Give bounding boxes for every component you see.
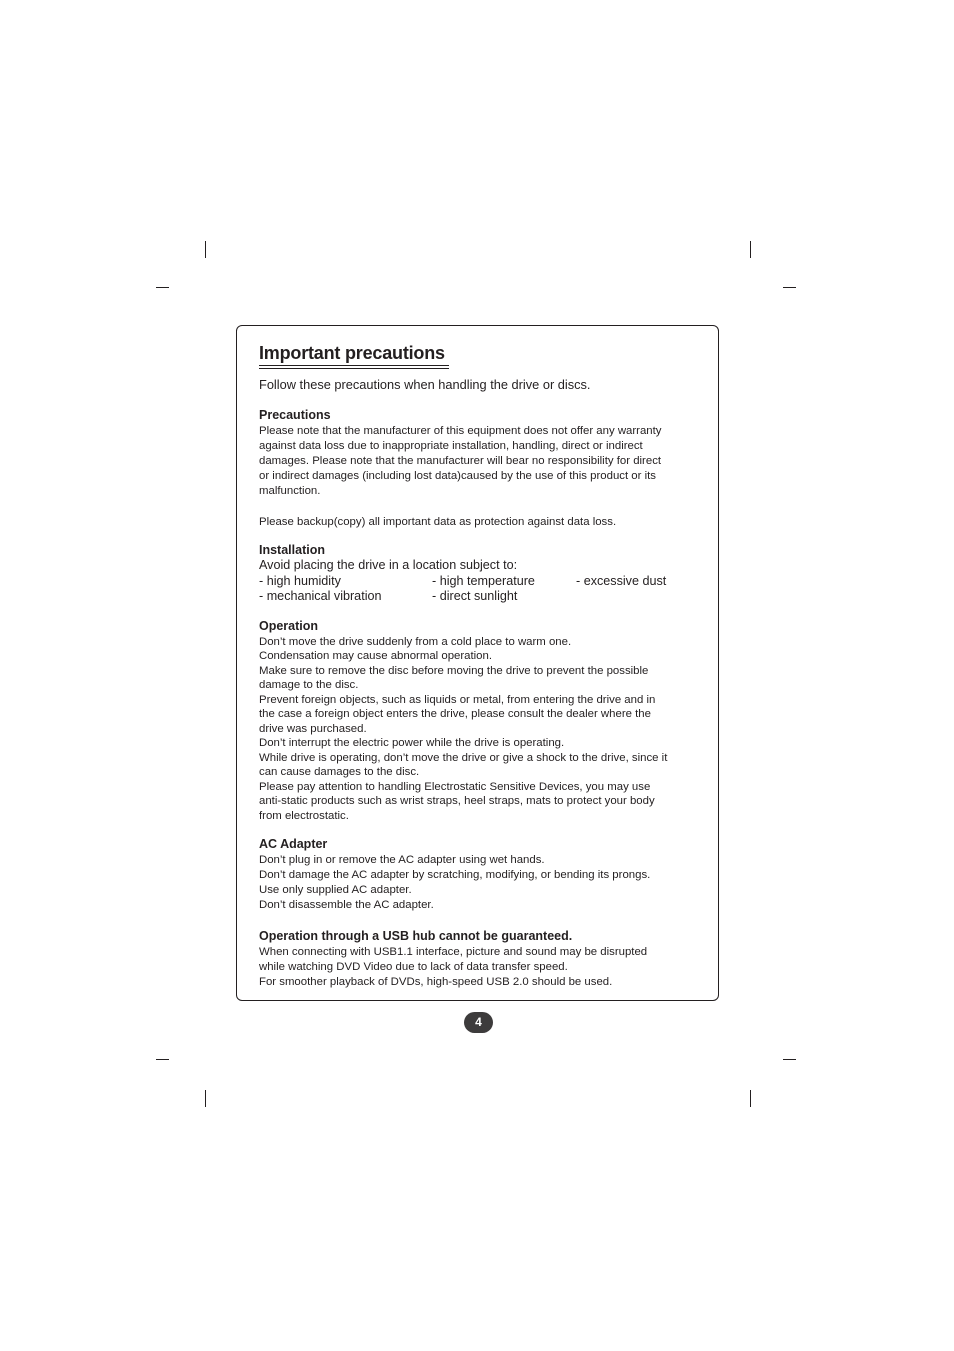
- usb-hub-line: When connecting with USB1.1 interface, picture and sound may be disrupted: [259, 945, 648, 958]
- backup-note: Please backup(copy) all important data as protection against data loss.: [259, 515, 617, 528]
- operation-line: damage to the disc.: [259, 679, 359, 691]
- installation-item: - mechanical vibration: [259, 589, 382, 603]
- precautions-line: malfunction.: [259, 484, 321, 497]
- usb-hub-text: [259, 945, 704, 990]
- crop-mark-top-left-vertical: [205, 241, 206, 258]
- operation-line: the case a foreign object enters the drive, please consult the dealer where the: [259, 708, 651, 720]
- crop-mark-bottom-left-horizontal: [156, 1059, 169, 1060]
- page-title: Important precautions: [259, 343, 445, 363]
- ac-adapter-line: Don’t damage the AC adapter by scratching, modifying, or bending its prongs.: [259, 869, 651, 882]
- ac-adapter-line: Don’t disassemble the AC adapter.: [259, 899, 434, 912]
- installation-intro: Avoid placing the drive in a location subject to:: [259, 558, 518, 572]
- installation-heading: Installation: [259, 543, 325, 557]
- installation-item: - high temperature: [432, 574, 535, 588]
- usb-hub-line: while watching DVD Video due to lack of data transfer speed.: [259, 960, 568, 973]
- usb-hub-line: For smoother playback of DVDs, high-speed USB 2.0 should be used.: [259, 975, 613, 988]
- precautions-text: [259, 424, 704, 499]
- intro-text: Follow these precautions when handling the drive or discs.: [259, 377, 591, 392]
- ac-adapter-heading: AC Adapter: [259, 837, 328, 851]
- crop-mark-bottom-right-vertical: [750, 1090, 751, 1107]
- operation-text: [259, 635, 704, 824]
- operation-line: Prevent foreign objects, such as liquids or metal, from entering the drive and in: [259, 693, 656, 706]
- installation-item: - direct sunlight: [432, 589, 518, 603]
- operation-line: anti-static products such as wrist straps, heel straps, mats to protect your body: [259, 795, 655, 807]
- operation-line: drive was purchased.: [259, 722, 367, 735]
- precautions-line: or indirect damages (including lost data)caused by the use of this product or its: [259, 469, 656, 482]
- operation-line: can cause damages to the disc.: [259, 766, 420, 778]
- ac-adapter-line: Don’t plug in or remove the AC adapter using wet hands.: [259, 854, 545, 866]
- crop-mark-top-left-horizontal: [156, 287, 169, 288]
- operation-line: Don’t move the drive suddenly from a cold place to warm one.: [259, 635, 572, 648]
- operation-line: Please pay attention to handling Electrostatic Sensitive Devices, you may use: [259, 780, 651, 793]
- installation-item: - excessive dust: [576, 574, 667, 588]
- ac-adapter-line: Use only supplied AC adapter.: [259, 884, 412, 897]
- operation-line: Condensation may cause abnormal operation.: [259, 650, 493, 662]
- precautions-line: Please note that the manufacturer of this equipment does not offer any warranty: [259, 424, 662, 437]
- operation-line: While drive is operating, don’t move the drive or give a shock to the drive, since it: [259, 751, 668, 764]
- crop-mark-bottom-left-vertical: [205, 1090, 206, 1107]
- usb-hub-heading: Operation through a USB hub cannot be guaranteed.: [259, 929, 573, 943]
- crop-mark-top-right-horizontal: [783, 287, 796, 288]
- operation-line: Make sure to remove the disc before moving the drive to prevent the possible: [259, 664, 649, 677]
- title-underline: [259, 365, 449, 369]
- crop-mark-bottom-right-horizontal: [783, 1059, 796, 1060]
- crop-mark-top-right-vertical: [750, 241, 751, 258]
- precautions-heading: Precautions: [259, 408, 331, 422]
- operation-heading: Operation: [259, 619, 319, 633]
- precautions-line: damages. Please note that the manufacturer will bear no responsibility for direct: [259, 454, 662, 467]
- operation-line: from electrostatic.: [259, 809, 349, 822]
- operation-line: Don’t interrupt the electric power while the drive is operating.: [259, 737, 565, 749]
- ac-adapter-text: [259, 853, 704, 913]
- page-number-badge: 4: [464, 1012, 493, 1033]
- installation-item: - high humidity: [259, 574, 341, 588]
- precautions-line: against data loss due to inappropriate installation, handling, direct or indirect: [259, 439, 643, 452]
